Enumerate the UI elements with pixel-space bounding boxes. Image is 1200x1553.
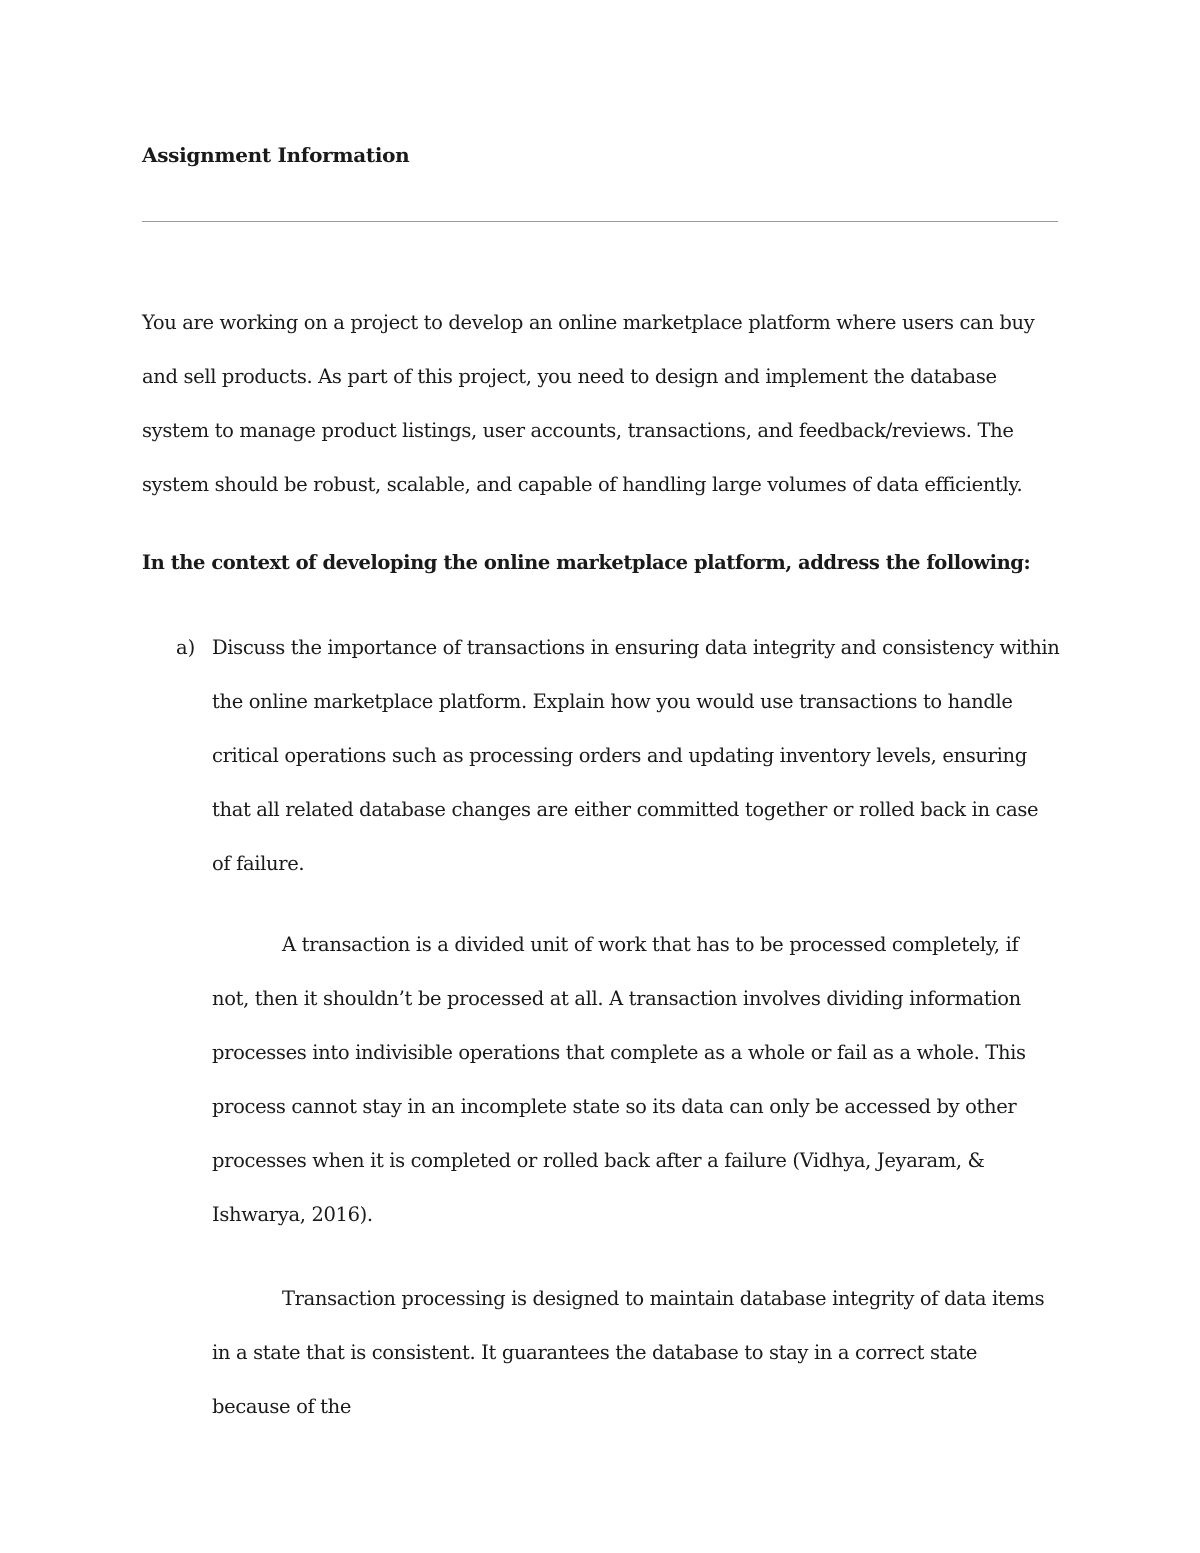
list-item-marker: a) bbox=[176, 636, 196, 659]
question-list bbox=[142, 621, 1060, 891]
context-heading: In the context of developing the online marketplace platform, address the following: bbox=[142, 551, 1031, 574]
answer-paragraph: A transaction is a divided unit of work that has to be processed completely, if not, then it shouldn’t be processed at all. A transaction involves dividing information processes into indivisible operations that complete as a whole or fail as a whole. This process cannot stay in an incomplete state so its data can only be accessed by other processes when it is completed or rolled back after a failure (Vidhya, Jeyaram, & Ishwarya, 2016). bbox=[212, 933, 1026, 1226]
list-item bbox=[142, 621, 1060, 891]
title-divider bbox=[142, 221, 1058, 222]
answer-paragraph: Transaction processing is designed to maintain database integrity of data items in a state that is consistent. It guarantees the database to stay in a correct state because of the bbox=[212, 1287, 1045, 1418]
page-title: Assignment Information bbox=[142, 143, 410, 167]
intro-paragraph: You are working on a project to develop an online marketplace platform where users can buy and sell products. As part of this project, you need to design and implement the database system to manage product listings, user accounts, transactions, and feedback/reviews. The system should be robust, scalable, and capable of handling large volumes of data efficiently. bbox=[142, 311, 1035, 496]
question-text: Discuss the importance of transactions in ensuring data integrity and consistency within the online marketplace platform. Explain how you would use transactions to handle critical operations such as processing orders and updating inventory levels, ensuring that all related database changes are either committed together or rolled back in case of failure. bbox=[212, 636, 1060, 875]
